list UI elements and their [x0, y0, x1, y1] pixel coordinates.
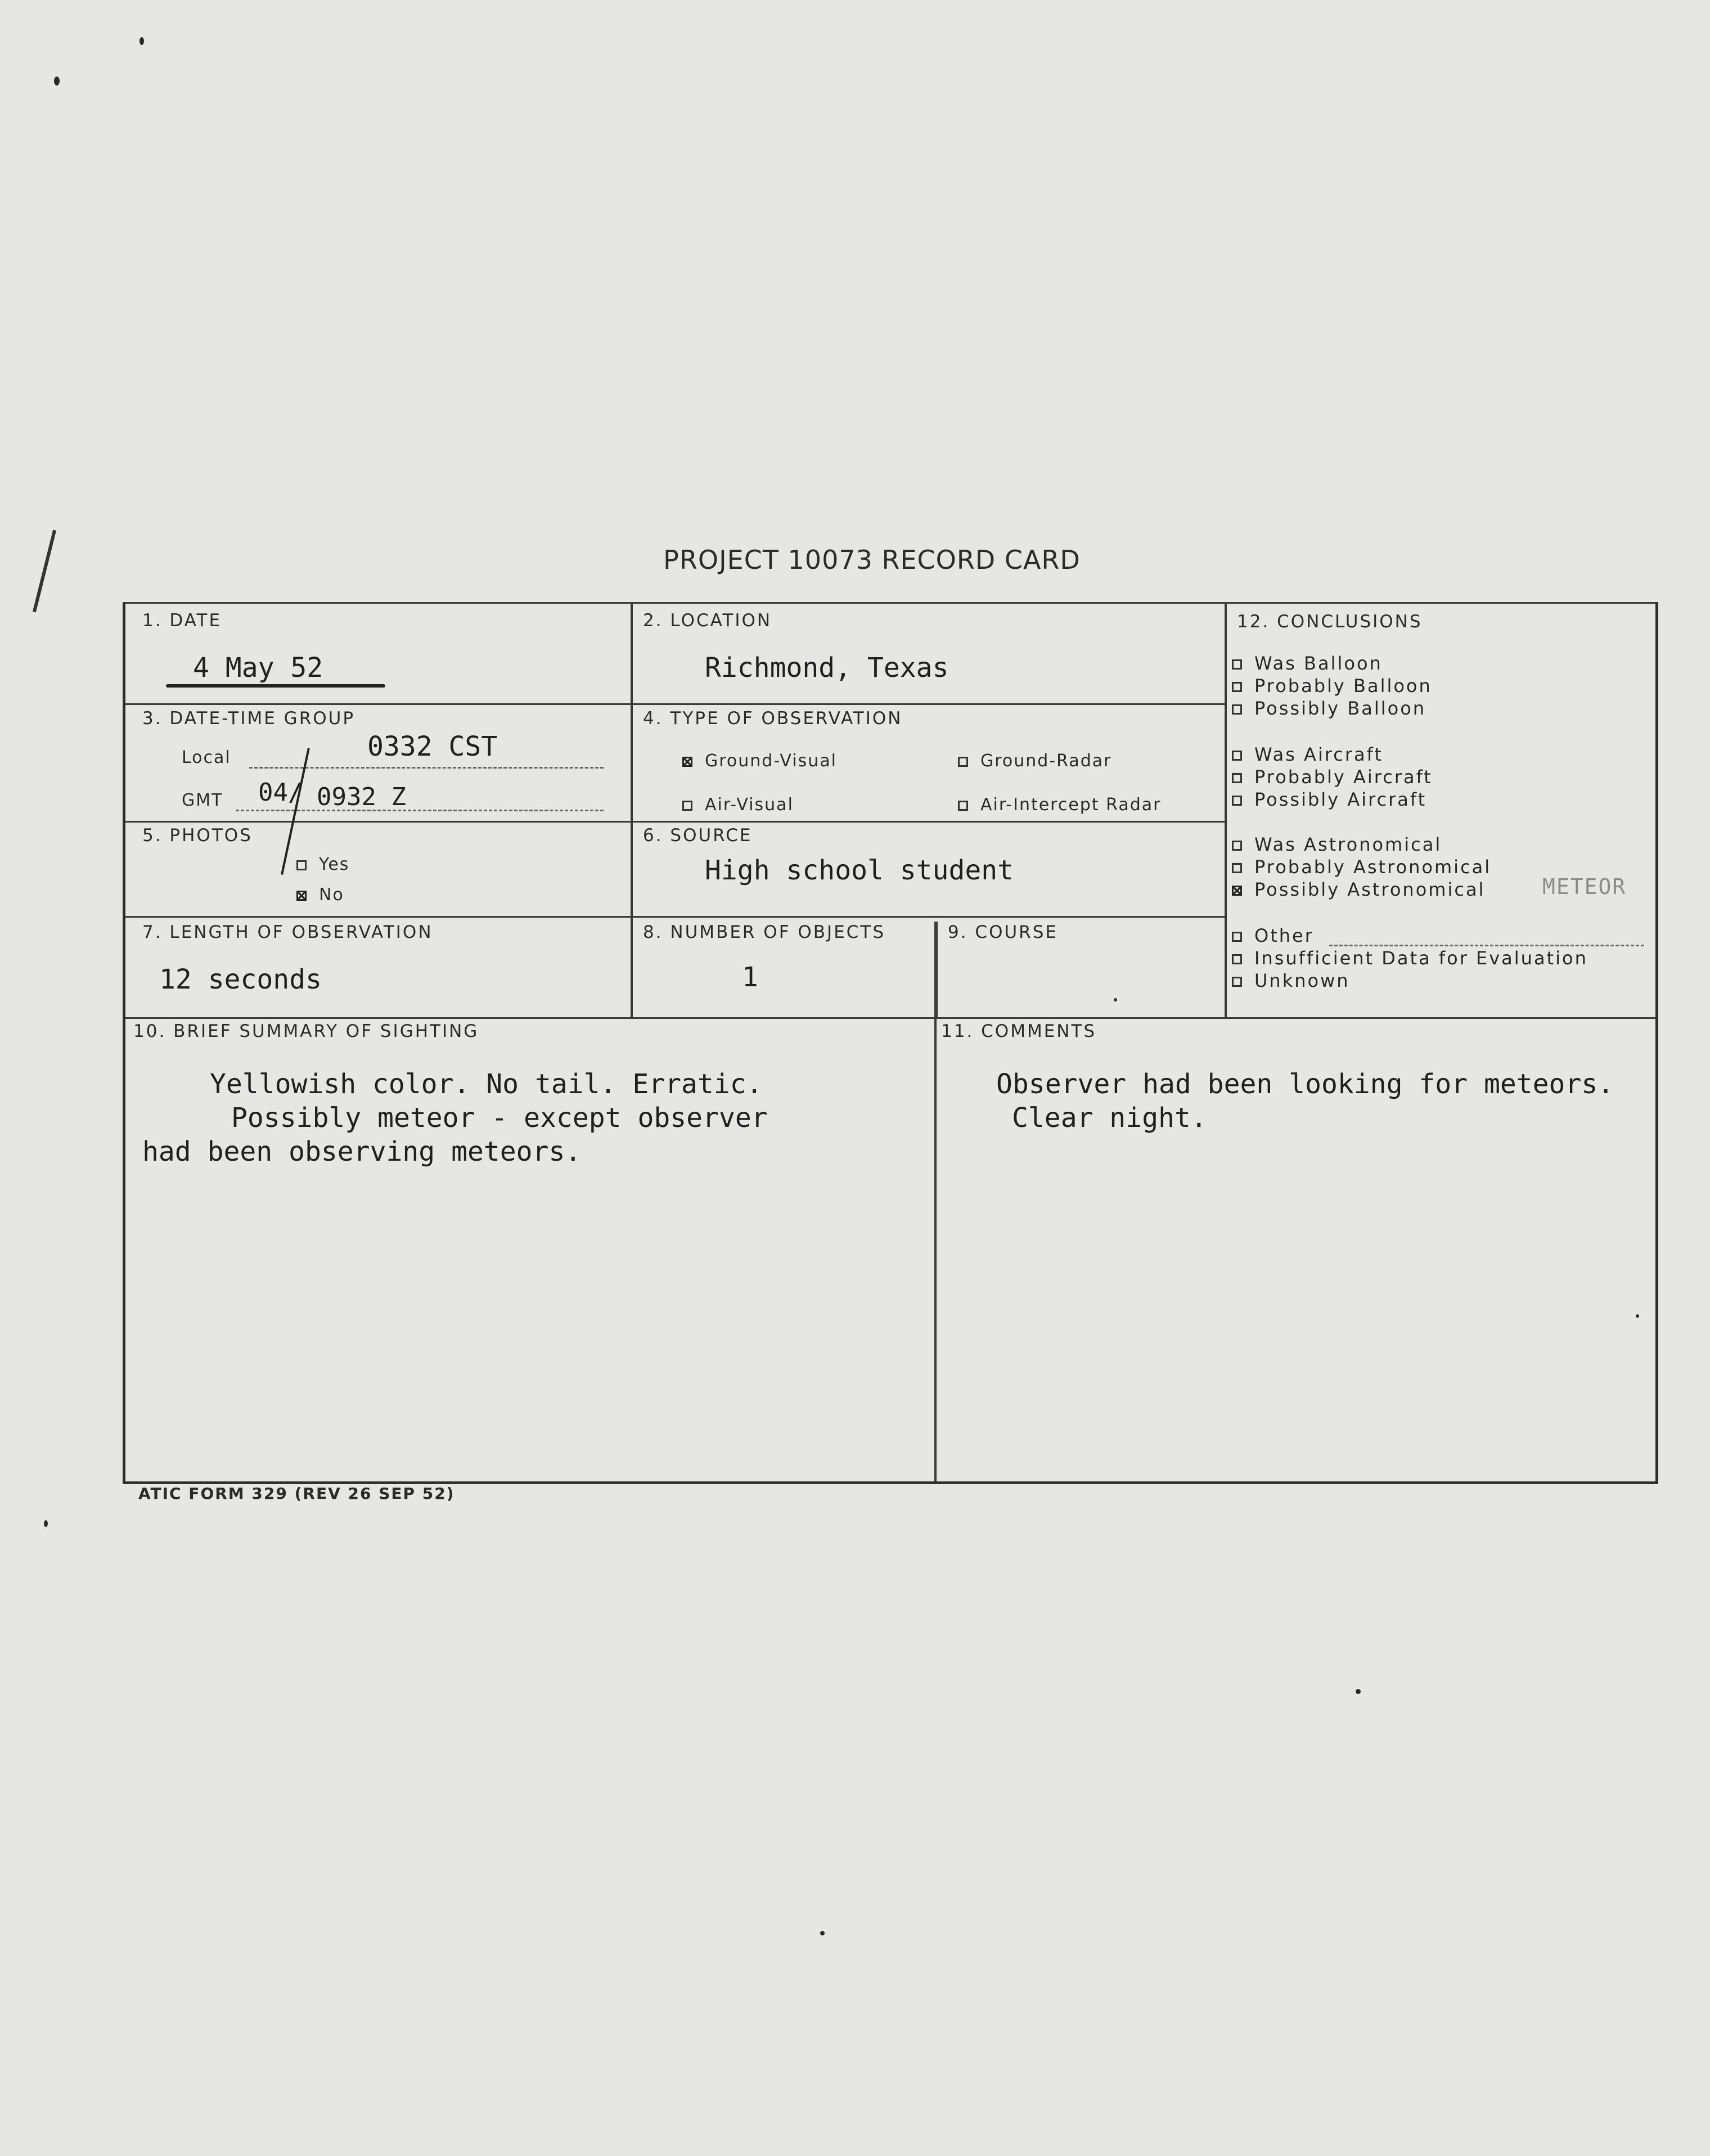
ground-visual-text: Ground-Visual: [705, 751, 837, 771]
summary-label: 10. BRIEF SUMMARY OF SIGHTING: [133, 1021, 479, 1041]
conclusion-label: Was Astronomical: [1254, 834, 1442, 855]
summary-line-3: had been observing meteors.: [142, 1136, 582, 1167]
conclusion-item: [1232, 879, 1485, 900]
conclusion-label: Probably Aircraft: [1254, 766, 1433, 788]
photos-yes: [296, 855, 349, 874]
conclusion-checkbox[interactable]: [1232, 682, 1242, 692]
comments-label: 11. COMMENTS: [941, 1021, 1097, 1041]
row-divider-4: [125, 1017, 1655, 1019]
conclusions-label: 12. CONCLUSIONS: [1237, 612, 1423, 632]
conclusion-item: [1232, 675, 1432, 697]
num-objects-label: 8. NUMBER OF OBJECTS: [643, 922, 886, 942]
num-objects-value: 1: [742, 962, 758, 993]
summary-line-2: Possibly meteor - except observer: [231, 1102, 768, 1134]
obs-ground-radar: [958, 751, 1112, 771]
obs-air-visual: [682, 795, 794, 815]
photos-no-checkbox[interactable]: [296, 891, 307, 901]
form-footer: ATIC FORM 329 (REV 26 SEP 52): [138, 1484, 455, 1503]
conclusion-item: [1232, 653, 1383, 674]
comments-line-2: Clear night.: [1012, 1102, 1207, 1134]
location-label: 2. LOCATION: [643, 610, 772, 631]
conclusion-checkbox[interactable]: [1232, 977, 1242, 987]
ground-radar-text: Ground-Radar: [980, 751, 1112, 771]
ground-radar-checkbox[interactable]: [958, 757, 968, 767]
obs-ground-visual: [682, 751, 837, 771]
conclusion-label: Unknown: [1254, 970, 1350, 991]
gmt-line: [236, 810, 604, 811]
other-line: [1329, 945, 1644, 946]
date-value: 4 May 52: [193, 652, 323, 684]
divider-col1: [631, 604, 633, 1017]
conclusion-label: Probably Balloon: [1254, 675, 1432, 697]
length-label: 7. LENGTH OF OBSERVATION: [142, 922, 433, 942]
gmt-day: 04/: [258, 778, 303, 807]
air-intercept-radar-text: Air-Intercept Radar: [980, 795, 1162, 815]
conclusion-label: Probably Astronomical: [1254, 856, 1492, 878]
gmt-value: 0932 Z: [317, 783, 406, 811]
photos-yes-text: Yes: [319, 855, 350, 874]
air-intercept-radar-checkbox[interactable]: [958, 801, 968, 811]
source-value: High school student: [705, 855, 1014, 886]
air-visual-text: Air-Visual: [705, 795, 794, 815]
scan-speck: [1356, 1689, 1361, 1694]
photos-yes-checkbox[interactable]: [296, 860, 307, 870]
conclusion-label: Other: [1254, 925, 1314, 946]
local-label: Local: [182, 748, 231, 767]
photos-label: 5. PHOTOS: [142, 825, 253, 846]
conclusion-label: Possibly Balloon: [1254, 698, 1426, 719]
length-value: 12 seconds: [159, 964, 322, 995]
location-value: Richmond, Texas: [705, 652, 949, 684]
comments-line-1: Observer had been looking for meteors.: [996, 1068, 1614, 1100]
conclusion-note: METEOR: [1542, 874, 1627, 899]
photos-no: [296, 885, 344, 905]
conclusion-checkbox[interactable]: [1232, 796, 1242, 806]
scan-speck: [140, 37, 144, 45]
conclusion-item: [1232, 766, 1433, 788]
conclusion-checkbox[interactable]: [1232, 954, 1242, 964]
conclusion-item: [1232, 947, 1588, 969]
conclusion-checkbox[interactable]: [1232, 773, 1242, 783]
conclusion-item: [1232, 925, 1314, 946]
row-divider-1: [125, 703, 1225, 705]
conclusion-item: [1232, 698, 1426, 719]
dtg-label: 3. DATE-TIME GROUP: [142, 708, 356, 729]
conclusion-label: Possibly Aircraft: [1254, 789, 1427, 810]
scan-speck: [820, 1931, 825, 1935]
card-title: PROJECT 10073 RECORD CARD: [663, 545, 1081, 575]
conclusion-checkbox[interactable]: [1232, 863, 1242, 873]
source-label: 6. SOURCE: [643, 825, 753, 846]
scan-speck: [44, 1520, 48, 1527]
conclusion-item: [1232, 970, 1350, 991]
date-label: 1. DATE: [142, 610, 222, 631]
conclusion-item: [1232, 856, 1491, 878]
divider-col3: [1225, 604, 1227, 1017]
conclusion-label: Was Balloon: [1254, 653, 1383, 674]
photos-no-text: No: [319, 885, 344, 905]
date-underline: [166, 684, 385, 688]
conclusion-checkbox[interactable]: [1232, 932, 1242, 942]
air-visual-checkbox[interactable]: [682, 801, 692, 811]
conclusion-item: [1232, 789, 1426, 810]
scan-speck: [54, 77, 60, 86]
local-value: 0332 CST: [367, 731, 498, 762]
obs-type-label: 4. TYPE OF OBSERVATION: [643, 708, 903, 729]
conclusion-label: Was Aircraft: [1254, 744, 1383, 765]
conclusion-checkbox[interactable]: [1232, 659, 1242, 670]
row-divider-3: [125, 916, 1225, 918]
conclusion-checkbox[interactable]: [1232, 886, 1242, 896]
conclusion-label: Insufficient Data for Evaluation: [1254, 947, 1588, 969]
conclusion-item: [1232, 744, 1383, 765]
record-card: [123, 602, 1658, 1484]
conclusion-label: Possibly Astronomical: [1254, 879, 1486, 900]
row-divider-2: [125, 821, 1225, 823]
obs-air-intercept-radar: [958, 795, 1161, 815]
conclusion-item: [1232, 834, 1442, 855]
divider-course: [935, 922, 938, 1017]
conclusion-checkbox[interactable]: [1232, 751, 1242, 761]
local-line: [249, 767, 604, 769]
summary-line-1: Yellowish color. No tail. Erratic.: [210, 1068, 763, 1100]
gmt-label: GMT: [182, 790, 223, 810]
conclusion-checkbox[interactable]: [1232, 841, 1242, 851]
conclusion-checkbox[interactable]: [1232, 704, 1242, 715]
ground-visual-checkbox[interactable]: [682, 757, 692, 767]
course-label: 9. COURSE: [948, 922, 1058, 942]
